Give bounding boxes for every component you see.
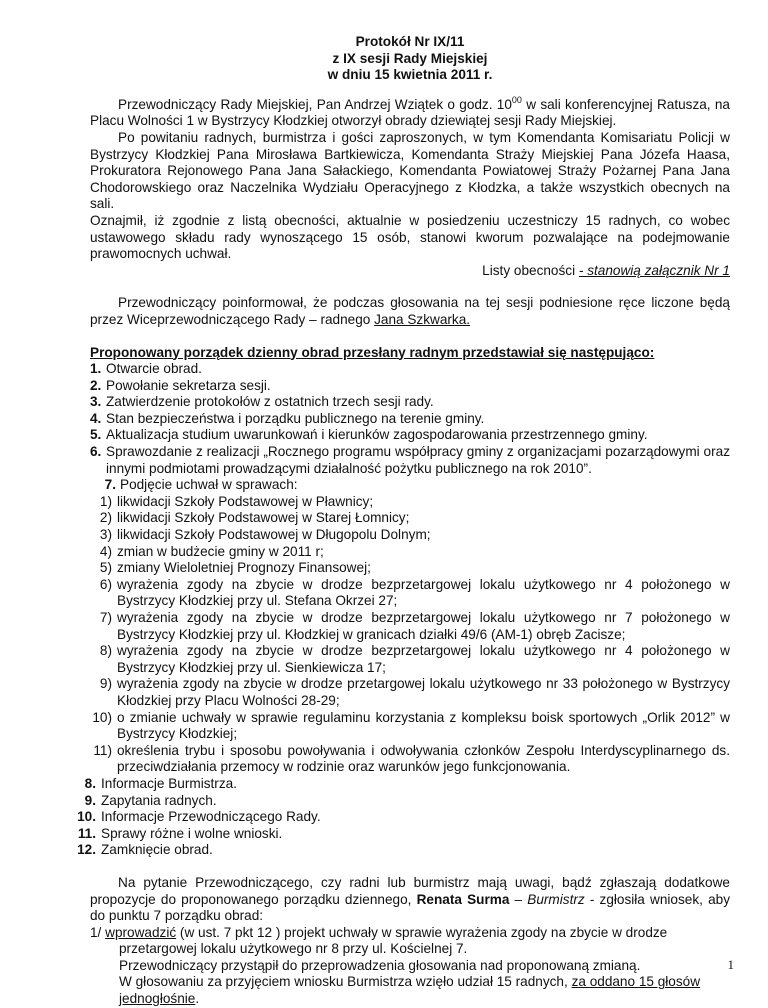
opening-text-cont: w sali konferencyjnej Ratusza, na Placu Wolności 1 w Bystrzycy Kłodzkiej otworzył obrady dziewiątej sesji Rady Miejskiej. [90, 96, 730, 129]
agenda-item-number: 3. [90, 394, 102, 410]
agenda-item-number: 4. [90, 410, 102, 426]
agenda-item [90, 610, 730, 643]
agenda-item-number: 2) [99, 510, 112, 526]
agenda-item-text: Zapytania radnych. [101, 792, 217, 808]
vote-result [90, 974, 730, 1007]
agenda-item-text: określenia trybu i sposobu powoływania i odwoływania członków Zespołu Interdyscyplinarnego ds. przeciwdziałania przemocy w rodzinie oraz warunków jego funkcjonowania. [117, 742, 730, 775]
agenda-item [90, 743, 730, 776]
agenda-item-number: 5) [99, 560, 112, 576]
agenda-item-text: o zmianie uchwały w sprawie regulaminu korzystania z kompleksu boisk sportowych „Orlik 2012” w Bystrzycy Kłodzkiej; [117, 709, 730, 742]
agenda-item-text: Sprawy różne i wolne wnioski. [101, 825, 283, 841]
title-line-1: Protokół Nr IX/11 [355, 34, 465, 49]
agenda-item [90, 676, 730, 709]
agenda-item-number: 6) [99, 576, 112, 592]
counting-text: Przewodniczący poinformował, że podczas głosowania na tej sesji podniesione ręce liczone będą przez Wiceprzewodniczącego Rady – radnego [90, 295, 730, 327]
motion-number: 1/ [90, 924, 106, 940]
agenda-item-text: wyrażenia zgody na zbycie w drodze przetargowej lokalu użytkowego nr 33 położonego w Bystrzycy Kłodzkiej przy Placu Wolności 28-29; [117, 676, 730, 708]
agenda-item-text: Informacje Burmistrza. [101, 775, 237, 791]
opening-paragraph [90, 94, 730, 130]
agenda-item-number: 4) [99, 543, 112, 559]
agenda-item-number: 3) [99, 527, 112, 543]
agenda-item-text: Stan bezpieczeństwa i porządku publicznego na terenie gminy. [106, 410, 485, 426]
motion-item [90, 925, 730, 958]
agenda-item [90, 643, 730, 676]
agenda-item-text: likwidacji Szkoły Podstawowej w Starej Łomnicy; [117, 510, 410, 526]
question-text-cont: - zgłosiła wniosek, aby do punktu 7 porządku obrad: [90, 891, 730, 924]
agenda-item-number: 12. [77, 842, 96, 858]
agenda-item-number: 2. [90, 377, 102, 393]
agenda-item [70, 793, 730, 810]
counting-paragraph [90, 295, 730, 328]
title-line-3: w dniu 15 kwietnia 2011 r. [327, 67, 493, 83]
agenda-item [90, 544, 730, 561]
agenda-item-text: Otwarcie obrad. [106, 361, 202, 377]
agenda-heading: Proponowany porządek dzienny obrad przesłany radnym przedstawiał się następująco: [90, 344, 655, 360]
agenda-item-number: 5. [90, 427, 102, 443]
agenda-item-text: Powołanie sekretarza sesji. [106, 377, 271, 393]
attachment-link: - stanowią załącznik Nr 1 [578, 262, 730, 278]
agenda-item [90, 527, 730, 544]
vote-count: za oddano 15 głosów [571, 974, 701, 990]
motion-verb: wprowadzić [105, 924, 177, 940]
agenda-item-number: 8) [99, 643, 112, 659]
greetings-paragraph: Po powitaniu radnych, burmistrza i gości zaproszonych, w tym Komendanta Komisariatu Policji w Bystrzycy Kłodzkiej Pana Mirosława Bartkiewicza, Komendanta Straży Miejskiej Pana Józefa Haasa, Prokuratora Rejonowego Pana Jana Sałackiego, Komendanta Powiatowej Straży Pożarnej Pana Jana Chodorowskiego oraz Naczelnika Wydziału Operacyjnego z Kłodzka, a także wszystkich obecnych na sali. [90, 129, 730, 212]
agenda-item-text: zmiany Wieloletniej Prognozy Finansowej; [117, 560, 371, 576]
vote-period: . [195, 991, 200, 1007]
speaker-dash: – [509, 891, 528, 907]
document-title [90, 34, 730, 84]
agenda-item [90, 378, 730, 395]
question-paragraph [90, 875, 730, 925]
agenda-item-text: wyrażenia zgody na zbycie w drodze bezprzetargowej lokalu użytkowego nr 7 położonego w Bystrzycy Kłodzkiej przy ul. Kłodzkiej w granicach działki 49/6 (AM-1) obręb Zacisze; [117, 610, 730, 642]
agenda-item-text: wyrażenia zgody na zbycie w drodze bezprzetargowej lokalu użytkowego nr 4 położonego w Bystrzycy Kłodzkiej przy ul. Sienkiewicza 17; [117, 643, 730, 675]
page-number: 1 [727, 957, 734, 972]
agenda-item-text: likwidacji Szkoły Podstawowej w Pławnicy; [117, 493, 374, 509]
agenda-sublist [90, 494, 730, 776]
counter-name: Jana Szkwarka. [374, 311, 471, 327]
agenda-item-text: Sprawozdanie z realizacji „Rocznego programu współpracy gminy z organizacjami pozarządowymi oraz innymi podmiotami prowadzącymi działalność pożytku publicznego na rok 2010”. [106, 444, 730, 476]
agenda-item-text: Zamknięcie obrad. [101, 842, 213, 858]
agenda-item-number: 11. [77, 825, 96, 841]
motion-text: (w ust. 7 pkt 12 ) projekt uchwały w sprawie wyrażenia zgody na zbycie w drodze przetargowej lokalu użytkowego nr 8 przy ul. Kościelnej 7. [119, 924, 668, 957]
agenda-item [90, 494, 730, 511]
speaker-role: Burmistrz [527, 891, 585, 907]
agenda-item [90, 510, 730, 527]
agenda-list-tail [77, 775, 730, 859]
agenda-item-number: 8. [84, 775, 96, 791]
agenda-item-number: 7) [99, 610, 112, 625]
agenda-item [90, 560, 730, 577]
agenda-item-7 [90, 477, 730, 494]
agenda-item-number: 9. [84, 792, 96, 808]
agenda-item [70, 809, 730, 826]
procedure-text: Przewodniczący przystąpił do przeprowadzenia głosowania nad proponowaną zmianą. [119, 957, 641, 973]
agenda-item-text: zmian w budżecie gminy w 2011 r; [117, 543, 324, 559]
agenda-item-text: Informacje Przewodniczącego Rady. [101, 809, 321, 825]
agenda-item-number: 9) [99, 676, 112, 692]
agenda-item [90, 394, 730, 411]
speaker-name: Renata Surma [416, 891, 510, 907]
agenda-item-text: wyrażenia zgody na zbycie w drodze bezprzetargowej lokalu użytkowego nr 4 położonego w Bystrzycy Kłodzkiej przy ul. Stefana Okrzei 27; [117, 576, 730, 609]
agenda-list [90, 361, 730, 477]
agenda-item-number: 7. [104, 477, 116, 493]
vote-unanimous: jednogłośnie [119, 991, 196, 1007]
agenda-item [70, 776, 730, 793]
opening-text: Przewodniczący Rady Miejskiej, Pan Andrzej Wziątek o godz. 10 [118, 96, 512, 112]
agenda-item-number: 11) [93, 742, 112, 758]
agenda-item-number: 10. [77, 809, 96, 825]
agenda-item-number: 6. [90, 444, 102, 460]
agenda-item [90, 361, 730, 378]
time-superscript: 00 [511, 94, 522, 105]
agenda-item-number: 1) [99, 493, 112, 509]
agenda-item [90, 427, 730, 444]
agenda-item [90, 411, 730, 428]
vote-text: W głosowaniu za przyjęciem wniosku Burmistrza wzięło udział 15 radnych, [119, 974, 572, 990]
attachment-note [90, 263, 730, 280]
title-line-2: z IX sesji Rady Miejskiej [332, 50, 488, 66]
agenda-item-text: Aktualizacja studium uwarunkowań i kierunków zagospodarowania przestrzennego gminy. [106, 427, 648, 443]
agenda-item [70, 826, 730, 843]
agenda-item-number: 1. [90, 361, 102, 377]
attachment-label: Listy obecności [482, 262, 579, 278]
agenda-item [90, 444, 730, 477]
agenda-item [70, 842, 730, 859]
agenda-item-number: 10) [92, 709, 112, 725]
agenda-item-text: likwidacji Szkoły Podstawowej w Długopolu Dolnym; [117, 527, 431, 543]
agenda-item-text: Zatwierdzenie protokołów z ostatnich trzech sesji rady. [106, 394, 434, 410]
agenda-item [90, 710, 730, 743]
question-text: Na pytanie Przewodniczącego, czy radni lub burmistrz mają uwagi, bądź zgłaszają dodatkowe propozycje do proponowanego porządku dziennego, [90, 874, 730, 907]
quorum-paragraph: Oznajmił, iż zgodnie z listą obecności, aktualnie w posiedzeniu uczestniczy 15 radnych, co wobec ustawowego składu rady wynoszącego 15 osób, stanowi kworum pozwalające na podejmowanie prawomocnych uchwał. [90, 212, 730, 262]
agenda-item [90, 577, 730, 610]
document-page [77, 34, 730, 1008]
agenda-item-text: Podjęcie uchwał w sprawach: [120, 477, 298, 493]
